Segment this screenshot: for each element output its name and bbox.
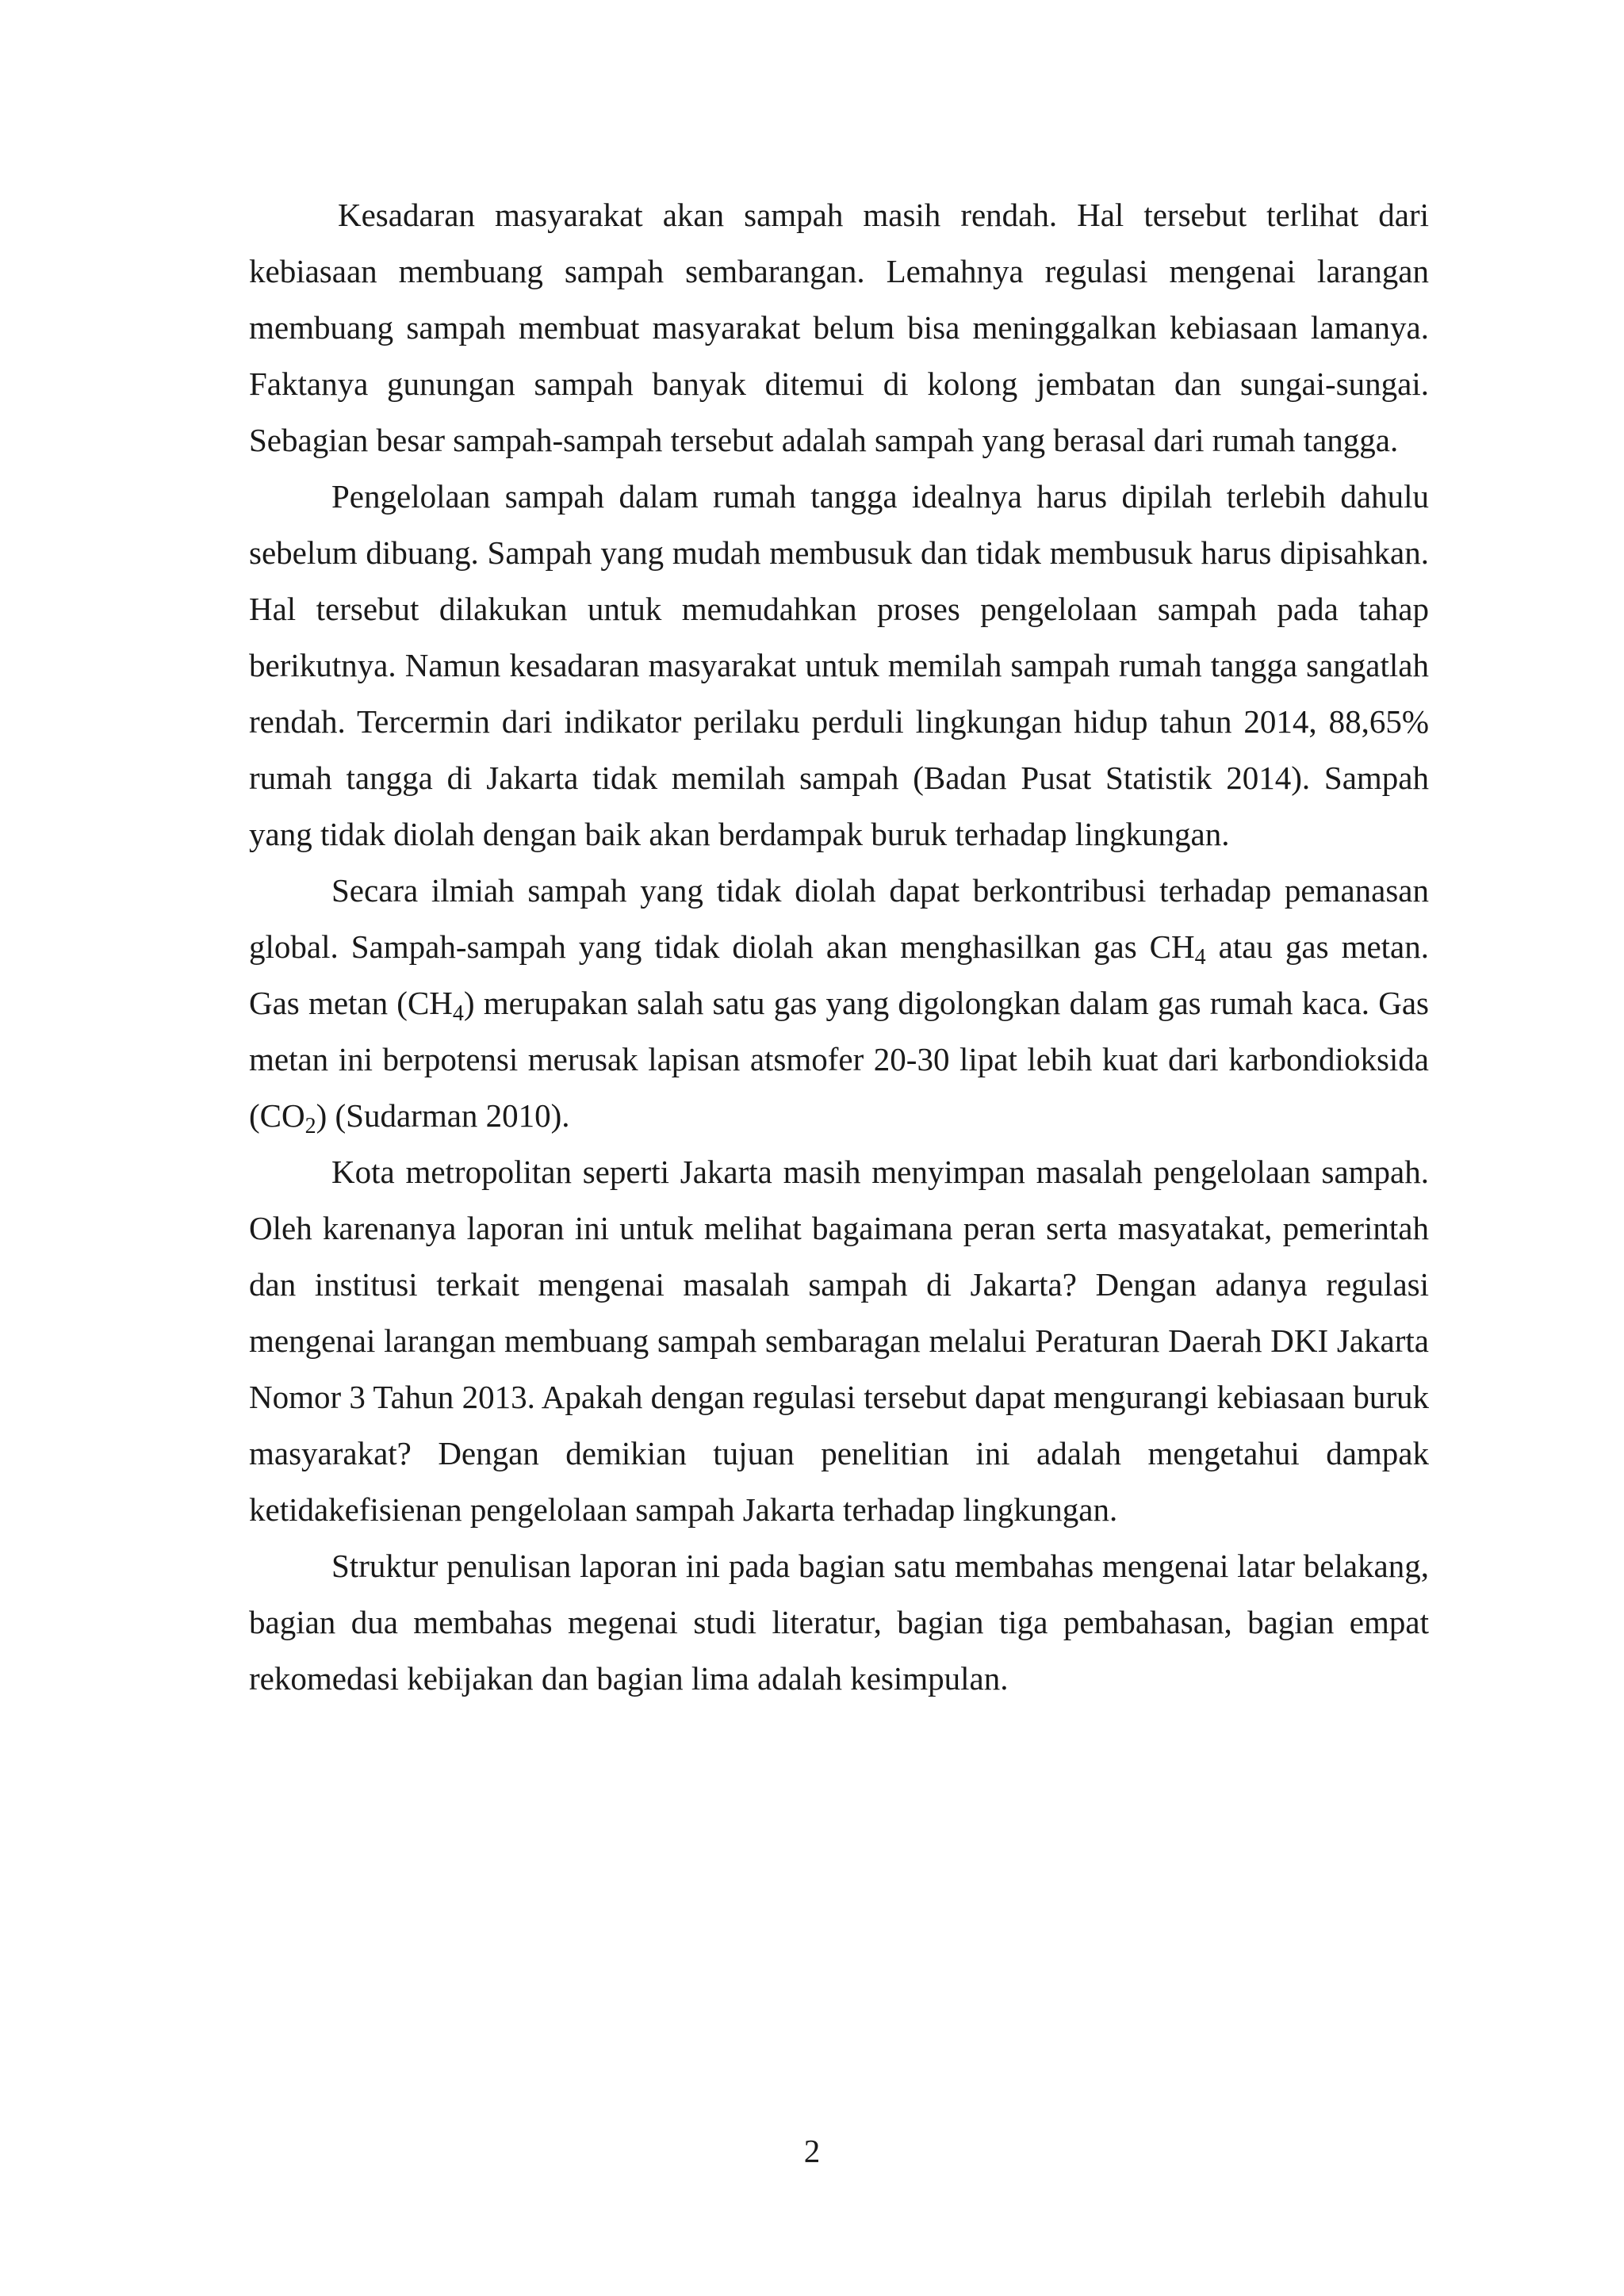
paragraph-3-part-3: ) merupakan salah satu gas yang digolongkan dalam gas rumah kaca. Gas metan ini berpotensi merusak lapisan atsmofer 20-30 lipat lebih kuat dari karbondioksida (CO xyxy=(249,985,1429,1134)
paragraph-5: Struktur penulisan laporan ini pada bagian satu membahas mengenai latar belakang, bagian dua membahas megenai studi literatur, bagian tiga pembahasan, bagian empat rekomedasi kebijakan dan bagian lima adalah kesimpulan. xyxy=(249,1548,1429,1697)
subscript-co2: 2 xyxy=(304,1114,316,1138)
paragraph-3-part-2: atau gas metan. Gas metan (CH xyxy=(249,928,1429,1021)
paragraph-1-text: Kesadaran masyarakat akan sampah masih rendah. Hal tersebut terlihat dari kebiasaan membuang sampah sembarangan. Lemahnya regulasi mengenai larangan membuang sampah membuat masyarakat belum bisa meninggalkan kebiasaan lamanya. Faktanya gunungan sampah banyak ditemui di kolong jembatan dan sungai-sungai. Sebagian besar sampah-sampah tersebut adalah sampah yang berasal dari rumah tangga. xyxy=(249,197,1429,458)
subscript-ch4-1: 4 xyxy=(1194,945,1206,970)
subscript-ch4-2: 4 xyxy=(452,1001,464,1026)
paragraph-1 xyxy=(249,187,1429,469)
body-text xyxy=(249,187,1429,1707)
page-number: 2 xyxy=(803,2133,821,2169)
paragraph-2: Pengelolaan sampah dalam rumah tangga idealnya harus dipilah terlebih dahulu sebelum dibuang. Sampah yang mudah membusuk dan tidak membusuk harus dipisahkan. Hal tersebut dilakukan untuk memudahkan proses pengelolaan sampah pada tahap berikutnya. Namun kesadaran masyarakat untuk memilah sampah rumah tangga sangatlah rendah. Tercermin dari indikator perilaku perduli lingkungan hidup tahun 2014, 88,65% rumah tangga di Jakarta tidak memilah sampah (Badan Pusat Statistik 2014). Sampah yang tidak diolah dengan baik akan berdampak buruk terhadap lingkungan. xyxy=(249,478,1429,852)
paragraph-3-part-4: ) (Sudarman 2010). xyxy=(316,1097,570,1134)
paragraph-3 xyxy=(249,863,1429,1144)
paragraph-3-part-1: Secara ilmiah sampah yang tidak diolah dapat berkontribusi terhadap pemanasan global. Sampah-sampah yang tidak diolah akan menghasilkan gas CH xyxy=(249,872,1429,965)
paragraph-4: Kota metropolitan seperti Jakarta masih menyimpan masalah pengelolaan sampah. Oleh karenanya laporan ini untuk melihat bagaimana peran serta masyatakat, pemerintah dan institusi terkait mengenai masalah sampah di Jakarta? Dengan adanya regulasi mengenai larangan membuang sampah sembaragan melalui Peraturan Daerah DKI Jakarta Nomor 3 Tahun 2013. Apakah dengan regulasi tersebut dapat mengurangi kebiasaan buruk masyarakat? Dengan demikian tujuan penelitian ini adalah mengetahui dampak ketidakefisienan pengelolaan sampah Jakarta terhadap lingkungan. xyxy=(249,1154,1429,1528)
